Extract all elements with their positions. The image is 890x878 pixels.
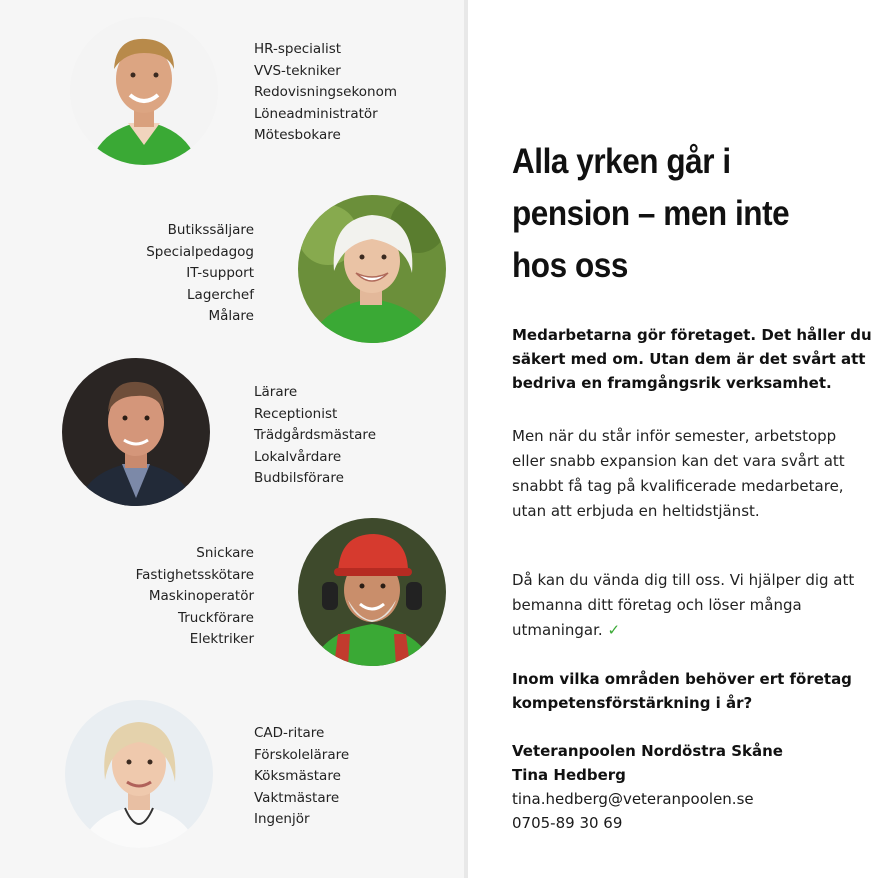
roles-list-4 [136, 543, 254, 651]
role-item: Receptionist [254, 405, 338, 422]
role-item: Maskinoperatör [148, 588, 254, 604]
role-item: Snickare [196, 545, 254, 561]
portrait-man-hard-hat [298, 518, 446, 666]
headline-line: pension – men inte [512, 194, 790, 233]
contact-email[interactable]: tina.hedberg@veteranpoolen.se [512, 790, 754, 808]
body-paragraph-2-text: Då kan du vända dig till oss. Vi hjälper dig att bemanna ditt företag och löser många utmaningar. [512, 571, 855, 639]
role-item: Budbilsförare [254, 470, 344, 486]
role-item: VVS-tekniker [254, 62, 341, 79]
body-paragraph-2 [512, 568, 872, 643]
role-item: Mötesbokare [254, 127, 341, 143]
lead-paragraph: Medarbetarna gör företaget. Det håller du säkert med om. Utan dem är det svårt att bedriva en framgångsrik verksamhet. [512, 326, 872, 392]
portrait-man-green-shirt [70, 17, 218, 165]
role-item: Ingenjör [254, 811, 310, 827]
portrait-woman-blonde [65, 700, 213, 848]
role-item: Fastighetsskötare [135, 566, 254, 583]
portrait-woman-white-hair [298, 195, 446, 343]
question: Inom vilka områden behöver ert företag kompetensförstärkning i år? [512, 670, 852, 712]
role-item: CAD-ritare [254, 725, 325, 741]
contact-phone[interactable]: 0705-89 30 69 [512, 814, 623, 832]
role-item: Vaktmästare [254, 789, 340, 806]
roles-list-3 [254, 382, 376, 490]
roles-list-1 [254, 39, 397, 147]
role-item: HR-specialist [254, 41, 342, 57]
role-item: Specialpedagog [146, 243, 254, 260]
headline [512, 136, 836, 292]
role-item: Lokalvårdare [254, 448, 342, 465]
headline-line: hos oss [512, 246, 628, 285]
role-item: Löneadministratör [254, 105, 378, 122]
portrait-man-suit [62, 358, 210, 506]
role-item: IT-support [186, 265, 254, 281]
contact-block [512, 739, 872, 835]
role-item: Redovisningsekonom [254, 84, 398, 100]
role-item: Trädgårdsmästare [254, 427, 376, 443]
check-icon: ✓ [607, 621, 621, 639]
roles-list-5 [254, 723, 349, 831]
contact-name: Tina Hedberg [512, 766, 626, 784]
role-item: Förskolelärare [254, 746, 350, 763]
role-item: Elektriker [189, 631, 254, 647]
body-paragraph-1: Men när du står inför semester, arbetstopp eller snabb expansion kan det vara svårt att snabbt få tag på kvalificerade medarbetare, utan att erbjuda en heltidstjänst. [512, 427, 845, 520]
role-item: Köksmästare [254, 768, 341, 784]
role-item: Lagerchef [187, 286, 254, 303]
role-item: Truckförare [177, 609, 254, 626]
role-item: Lärare [254, 384, 298, 400]
contact-organization: Veteranpoolen Nordöstra Skåne [512, 742, 783, 760]
role-item: Målare [208, 308, 254, 324]
roles-list-2 [146, 220, 254, 328]
headline-line: Alla yrken går i [512, 142, 731, 181]
role-item: Butikssäljare [167, 222, 254, 238]
